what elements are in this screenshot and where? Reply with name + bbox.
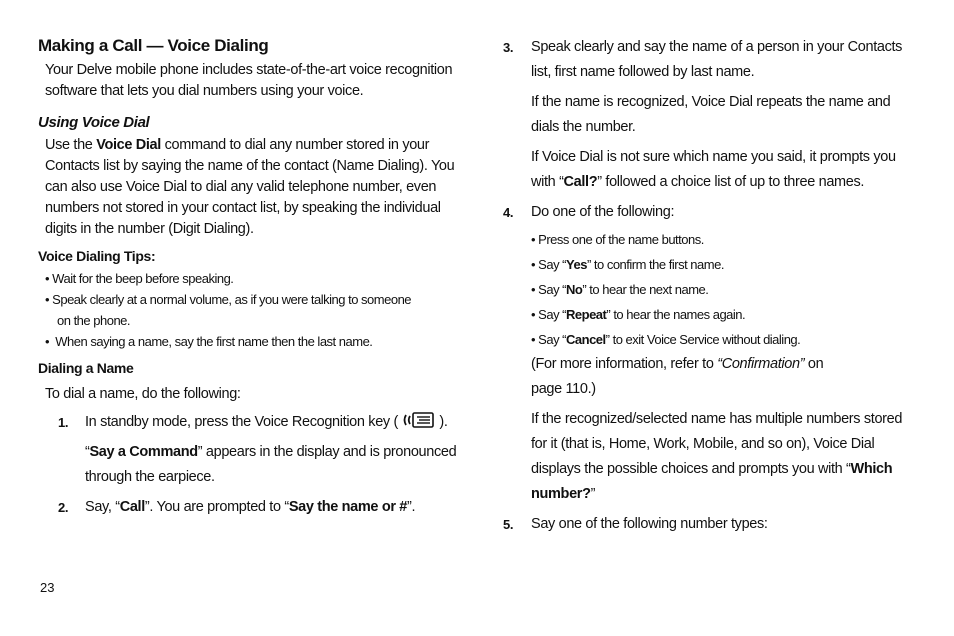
use-voice-dial-paragraph: Use the Voice Dial command to dial any number stored in your Contacts list by saying the name of the contact (Name Dialing). You can also use Voice Dial to dial any valid telephone number, even numbers not stored in your contact list, by speaking the individual digits in the number (Digit Dialing). xyxy=(45,137,455,237)
option-item: • Say “No” to hear the next name. xyxy=(531,282,709,297)
tips-heading: Voice Dialing Tips: xyxy=(38,248,156,264)
voice-recognition-key-icon xyxy=(402,411,436,429)
option-item: • Say “Yes” to confirm the first name. xyxy=(531,257,724,272)
step-5: 5. Say one of the following number types: xyxy=(503,512,913,537)
intro-paragraph: Your Delve mobile phone includes state-of-the-art voice recognition software that lets you dial numbers using your voice. xyxy=(45,62,453,99)
step-3-not-sure: If Voice Dial is not sure which name you said, it prompts you with “Call?” followed a choice list of up to three names. xyxy=(531,149,896,190)
tips-list xyxy=(45,268,458,352)
section-title: Making a Call — Voice Dialing xyxy=(38,36,269,55)
step-number: 4. xyxy=(503,205,514,220)
step-number: 3. xyxy=(503,40,514,55)
step-4-options xyxy=(503,227,913,352)
voice-dial-command: Voice Dial xyxy=(96,137,161,153)
option-item: • Say “Cancel” to exit Voice Service without dialing. xyxy=(531,332,801,347)
right-column xyxy=(503,30,913,537)
step-number: 2. xyxy=(58,500,69,515)
step-4: 4. Do one of the following: xyxy=(503,200,913,225)
step-2: 2. Say, “Call”. You are prompted to “Say the name or #”. xyxy=(0,495,458,520)
more-info: (For more information, refer to “Confirmation” on page 110.) xyxy=(531,356,824,397)
option-item: • Press one of the name buttons. xyxy=(531,232,704,247)
step-3: 3. Speak clearly and say the name of a person in your Contacts list, first name followed by last name. xyxy=(503,35,913,85)
tip-item: • When saying a name, say the first name then the last name. xyxy=(45,334,373,349)
step-number: 5. xyxy=(503,517,514,532)
multiple-numbers-paragraph: If the recognized/selected name has multiple numbers stored for it (that is, Home, Work, Mobile, and so on), Voice Dial displays the possible choices and prompts you with “Which number?” xyxy=(531,411,903,502)
step-number: 1. xyxy=(58,415,69,430)
dialing-heading: Dialing a Name xyxy=(38,360,134,376)
step-1: 1. In standby mode, press the Voice Recognition key ( ). xyxy=(0,410,458,435)
step-1-note: “Say a Command” appears in the display and is pronounced through the earpiece. xyxy=(85,444,457,485)
tip-item: • Wait for the beep before speaking. xyxy=(45,271,234,286)
tip-item: • Speak clearly at a normal volume, as if you were talking to someone on the phone. xyxy=(45,292,412,328)
option-item: • Say “Repeat” to hear the names again. xyxy=(531,307,746,322)
left-column xyxy=(38,30,458,520)
page-number: 23 xyxy=(40,580,55,595)
subsection-title: Using Voice Dial xyxy=(38,114,150,131)
step-3-recognized: If the name is recognized, Voice Dial repeats the name and dials the number. xyxy=(531,94,891,135)
dialing-intro: To dial a name, do the following: xyxy=(45,386,241,402)
confirmation-reference: “Confirmation” xyxy=(717,356,805,372)
